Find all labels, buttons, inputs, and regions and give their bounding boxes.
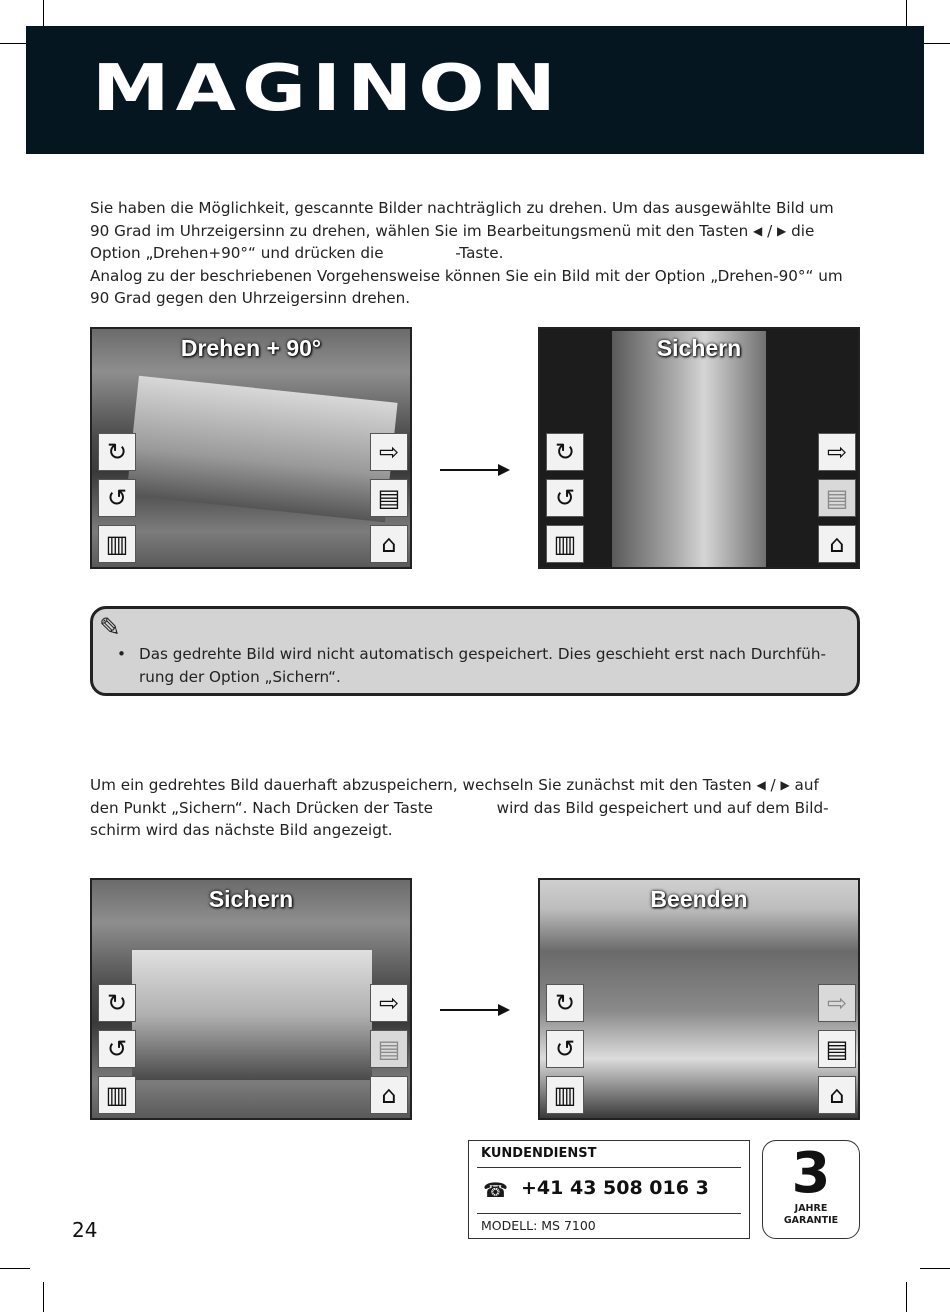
warranty-line: JAHRE — [794, 1203, 828, 1214]
service-phone: +41 43 508 016 3 — [521, 1177, 709, 1199]
rotated-boat-image — [612, 331, 766, 567]
note-text — [117, 643, 837, 688]
arrow-right-icon: ▶ — [780, 778, 790, 792]
screen-title: Drehen + 90° — [180, 335, 322, 361]
rotate-right-icon[interactable]: ↻ — [98, 433, 136, 471]
brand-logo: MAGINON — [92, 52, 562, 126]
save-icon[interactable]: ▤ — [818, 1030, 856, 1068]
screen-next-image — [538, 878, 860, 1120]
save-icon[interactable]: ▤ — [370, 479, 408, 517]
divider — [477, 1167, 741, 1168]
warranty-years: 3 — [791, 1141, 831, 1206]
boat-image — [126, 376, 397, 523]
text-line: den Punkt „Sichern“. Nach Drücken der Taste wird das Bild gespeichert und auf dem Bild- — [90, 798, 829, 817]
phone-icon: ☎ — [483, 1178, 508, 1202]
exit-icon[interactable]: ⇨ — [818, 433, 856, 471]
note-box — [90, 606, 860, 696]
rotate-left-icon[interactable]: ↺ — [546, 1030, 584, 1068]
rotate-right-icon[interactable]: ↻ — [98, 984, 136, 1022]
crop-mark — [43, 1282, 44, 1312]
home-icon[interactable]: ⌂ — [818, 1076, 856, 1114]
note-line: rung der Option „Sichern“. — [139, 667, 341, 686]
customer-service-box — [468, 1140, 750, 1239]
exit-icon[interactable]: ⇨ — [370, 984, 408, 1022]
warranty-line: GARANTIE — [783, 1215, 839, 1226]
screen-save — [90, 878, 412, 1120]
arrow-left-icon: ◀ — [753, 223, 763, 238]
crop-mark — [920, 1268, 950, 1269]
text-line: schirm wird das nächste Bild angezeigt. — [90, 821, 393, 839]
crop-mark — [920, 43, 950, 44]
page-number: 24 — [72, 1218, 98, 1242]
text-line: Um ein gedrehtes Bild dauerhaft abzuspeichern, wechseln Sie zunächst mit den Tasten ◀ / ▶ auf — [90, 776, 819, 794]
flow-arrow — [440, 1009, 508, 1011]
intro-paragraph — [90, 197, 860, 310]
rotate-right-icon[interactable]: ↻ — [546, 433, 584, 471]
note-line: Das gedrehte Bild wird nicht automatisch gespeichert. Dies geschieht erst nach Durchfüh- — [139, 645, 826, 663]
warranty-badge — [762, 1140, 860, 1239]
arrow-left-icon: ◀ — [756, 778, 766, 792]
boat-image — [132, 950, 372, 1080]
text-line: 90 Grad im Uhrzeigersinn zu drehen, wählen Sie im Bearbeitungsmenü mit den Tasten ◀ / ▶ die — [90, 221, 815, 240]
note-pencil-icon: ✎ — [99, 613, 121, 643]
trash-icon[interactable]: ▥ — [546, 1076, 584, 1114]
home-icon[interactable]: ⌂ — [370, 1076, 408, 1114]
bullet: • — [117, 645, 126, 663]
home-icon[interactable]: ⌂ — [370, 525, 408, 563]
crop-mark — [906, 1282, 907, 1312]
trash-icon[interactable]: ▥ — [546, 525, 584, 563]
text-line: 90 Grad gegen den Uhrzeigersinn drehen. — [90, 289, 411, 307]
screen-title: Sichern — [656, 335, 742, 361]
rotate-left-icon[interactable]: ↺ — [98, 1030, 136, 1068]
rotate-right-icon[interactable]: ↻ — [546, 984, 584, 1022]
save-paragraph — [90, 774, 860, 842]
text-line: Option „Drehen+90°“ und drücken die -Taste. — [90, 244, 504, 262]
trash-icon[interactable]: ▥ — [98, 1076, 136, 1114]
exit-icon[interactable]: ⇨ — [370, 433, 408, 471]
trash-icon[interactable]: ▥ — [98, 525, 136, 563]
exit-icon[interactable]: ⇨ — [818, 984, 856, 1022]
model-number: MODELL: MS 7100 — [481, 1218, 596, 1233]
screen-title: Beenden — [650, 886, 748, 912]
rotate-left-icon[interactable]: ↺ — [98, 479, 136, 517]
save-icon[interactable]: ▤ — [370, 1030, 408, 1068]
divider — [477, 1213, 741, 1214]
service-label: KUNDENDIENST — [481, 1146, 597, 1161]
rotate-left-icon[interactable]: ↺ — [546, 479, 584, 517]
home-icon[interactable]: ⌂ — [818, 525, 856, 563]
crop-mark — [0, 1268, 30, 1269]
text-line: Sie haben die Möglichkeit, gescannte Bilder nachträglich zu drehen. Um das ausgewählte Bild um — [90, 199, 834, 217]
arrow-right-icon: ▶ — [777, 223, 787, 238]
screen-rotated-result — [538, 327, 860, 569]
save-icon[interactable]: ▤ — [818, 479, 856, 517]
flow-arrow — [440, 469, 508, 471]
text-line: Analog zu der beschriebenen Vorgehensweise können Sie ein Bild mit der Option „Drehen-90°“ um — [90, 266, 843, 285]
screen-rotate — [90, 327, 412, 569]
screen-title: Sichern — [208, 886, 294, 912]
